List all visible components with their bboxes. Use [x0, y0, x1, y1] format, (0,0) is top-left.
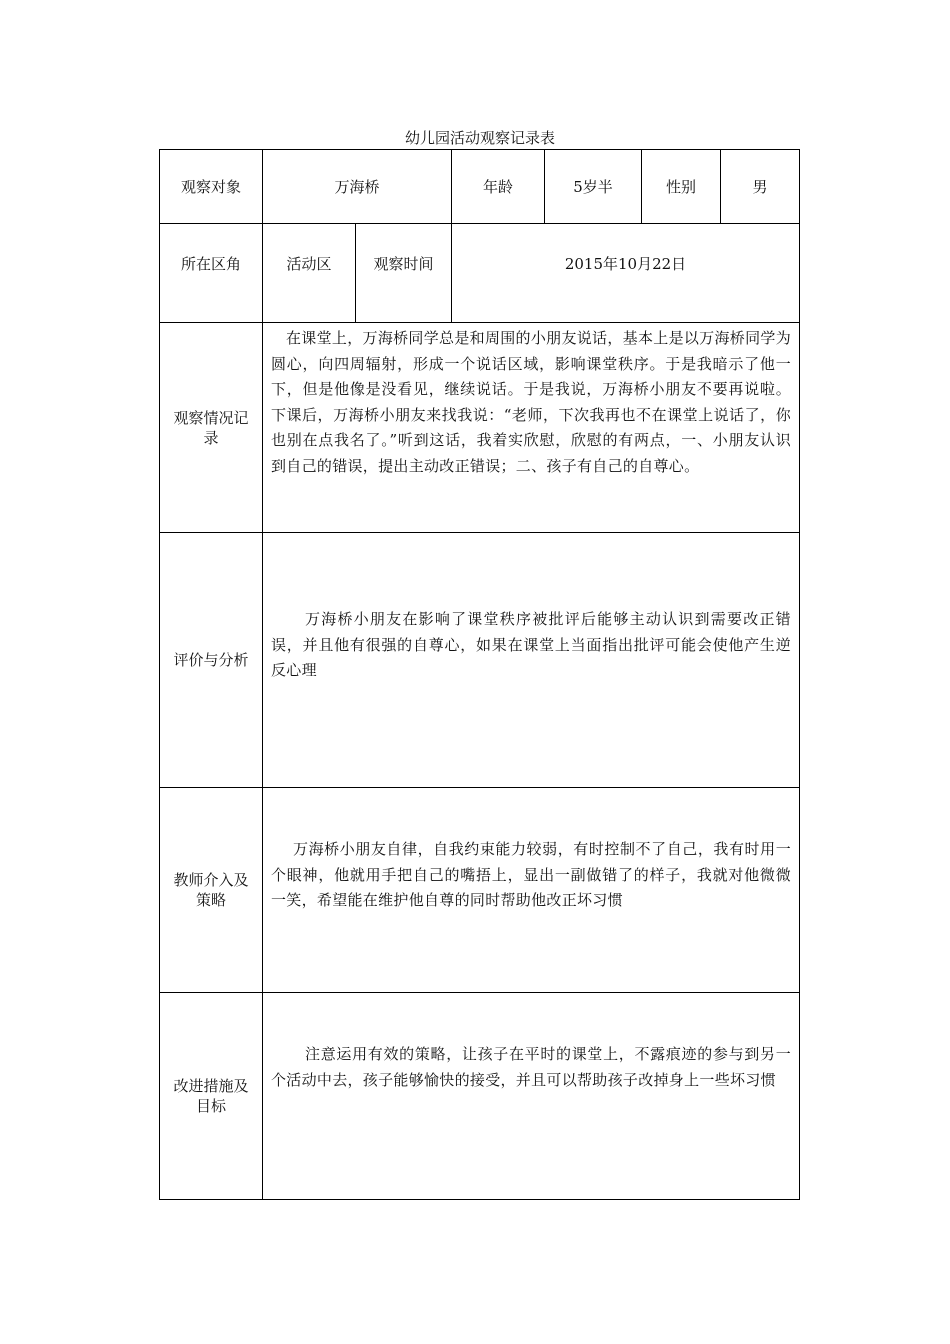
- observation-text: 在课堂上，万海桥同学总是和周围的小朋友说话，基本上是以万海桥同学为圆心，向四周辐射，形成一个说话区域，影响课堂秩序。于是我暗示了他一下，但是他像是没看见，继续说话。于是我说，万海桥小朋友不要再说啦。下课后，万海桥小朋友来找我说：“老师，下次我再也不在课堂上说话了，你也别在点我名了。”听到这话，我着实欣慰，欣慰的有两点，一、小朋友认识到自己的错误，提出主动改正错误；二、孩子有自己的自尊心。: [271, 329, 791, 475]
- evaluation-label: 评价与分析: [173, 651, 249, 669]
- time-value: 2015年10月22日: [564, 255, 687, 273]
- area-value: 活动区: [286, 255, 332, 273]
- age-label: 年龄: [482, 177, 513, 196]
- document-title: 幼儿园活动观察记录表: [404, 129, 555, 147]
- intervention-text: 万海桥小朋友自律，自我约束能力较弱，有时控制不了自己，我有时用一个眼神，他就用手把自己的嘴捂上，显出一副做错了的样子，我就对他微微一笑，希望能在维护他自尊的同时帮助他改正坏习惯: [271, 840, 791, 909]
- evaluation-text: 万海桥小朋友在影响了课堂秩序被批评后能够主动认识到需要改正错误，并且他有很强的自尊心，如果在课堂上当面指出批评可能会使他产生逆反心理: [271, 610, 791, 679]
- observation-record-table: [159, 149, 800, 1200]
- time-label: 观察时间: [373, 255, 434, 273]
- gender-label: 性别: [665, 177, 696, 196]
- intervention-label: 教师介入及策略: [173, 871, 249, 909]
- gender-value: 男: [752, 177, 768, 196]
- subject-label: 观察对象: [180, 177, 241, 196]
- observation-label: 观察情况记录: [173, 408, 249, 447]
- subject-value: 万海桥: [334, 177, 380, 196]
- area-label: 所在区角: [180, 255, 241, 273]
- improvement-label: 改进措施及目标: [173, 1077, 249, 1115]
- improvement-text: 注意运用有效的策略，让孩子在平时的课堂上，不露痕迹的参与到另一个活动中去，孩子能够愉快的接受，并且可以帮助孩子改掉身上一些坏习惯: [271, 1045, 791, 1089]
- age-value: 5岁半: [573, 177, 613, 196]
